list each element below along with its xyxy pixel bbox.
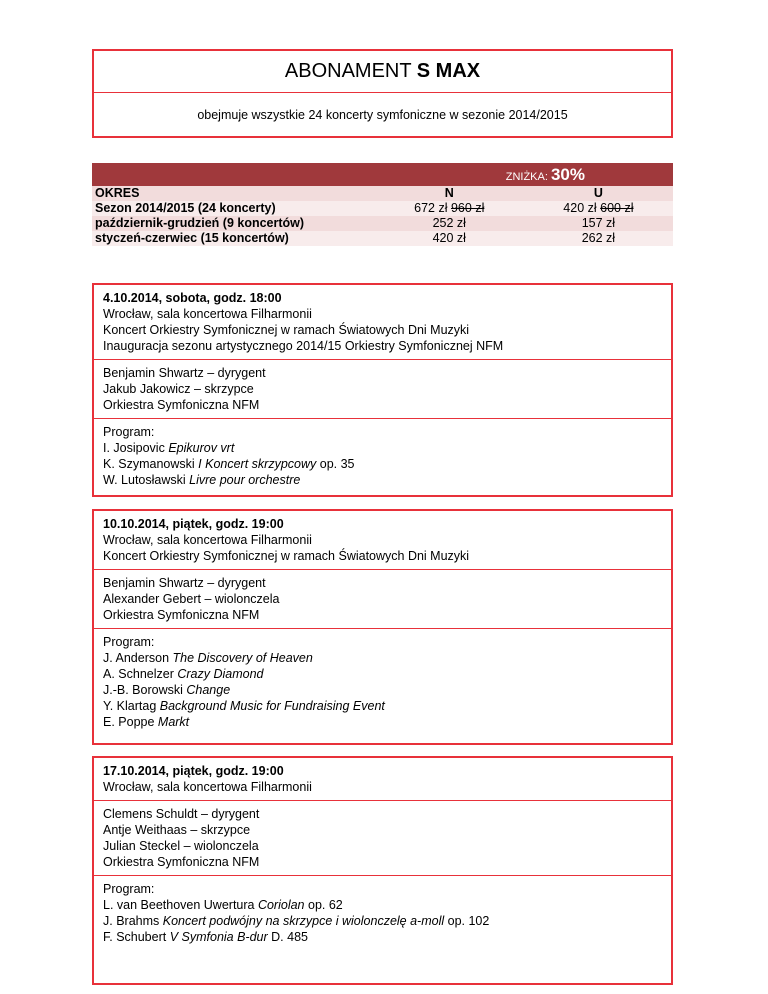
- performer: Clemens Schuldt – dyrygent: [103, 807, 260, 821]
- event-program: [94, 419, 671, 493]
- event-header: [94, 511, 671, 570]
- program-label: Program:: [103, 635, 155, 649]
- program-item: J. Brahms Koncert podwójny na skrzypce i wiolonczelę a-moll op. 102: [103, 914, 490, 928]
- title-bold: S MAX: [416, 60, 481, 82]
- price-table: [92, 163, 673, 246]
- price-n: 420 zł: [432, 231, 466, 245]
- performer: Alexander Gebert – wiolonczela: [103, 592, 280, 606]
- price-period: styczeń-czerwiec (15 koncertów): [95, 231, 289, 245]
- event-date: 4.10.2014, sobota, godz. 18:00: [103, 291, 282, 305]
- performer: Julian Steckel – wiolonczela: [103, 839, 259, 853]
- program-item: A. Schnelzer Crazy Diamond: [103, 667, 264, 681]
- performer: Orkiestra Symfoniczna NFM: [103, 855, 260, 869]
- discount-label: ZNIŻKA:: [505, 171, 551, 183]
- event-performers: [94, 360, 671, 419]
- price-period: Sezon 2014/2015 (24 koncerty): [95, 201, 276, 215]
- price-row: [92, 216, 673, 231]
- event-performers: [94, 570, 671, 629]
- page-title: [94, 51, 671, 93]
- program-item: Y. Klartag Background Music for Fundraising Event: [103, 699, 385, 713]
- price-n: 672 zł 960 zł: [414, 201, 485, 215]
- event-info: Inauguracja sezonu artystycznego 2014/15 Orkiestry Symfonicznej NFM: [103, 339, 504, 353]
- event-date: 17.10.2014, piątek, godz. 19:00: [103, 764, 284, 778]
- program-item: W. Lutosławski Livre pour orchestre: [103, 473, 301, 487]
- header-n: N: [444, 186, 454, 200]
- title-regular: ABONAMENT: [284, 60, 417, 82]
- event-program: [94, 876, 671, 950]
- event-header: [94, 285, 671, 360]
- program-item: J. Anderson The Discovery of Heaven: [103, 651, 313, 665]
- price-row: [92, 201, 673, 216]
- event-venue: Wrocław, sala koncertowa Filharmonii: [103, 780, 312, 794]
- title-box: [92, 49, 673, 138]
- discount-value: 30%: [550, 165, 585, 184]
- performer: Antje Weithaas – skrzypce: [103, 823, 251, 837]
- event-card: [92, 756, 673, 985]
- price-row: [92, 231, 673, 246]
- event-info: Koncert Orkiestry Symfonicznej w ramach Światowych Dni Muzyki: [103, 549, 470, 563]
- event-program: [94, 629, 671, 735]
- performer: Orkiestra Symfoniczna NFM: [103, 608, 260, 622]
- event-header: [94, 758, 671, 801]
- event-card: [92, 509, 673, 745]
- price-n: 252 zł: [432, 216, 466, 230]
- performer: Benjamin Shwartz – dyrygent: [103, 366, 266, 380]
- program-item: E. Poppe Markt: [103, 715, 190, 729]
- price-u: 262 zł: [581, 231, 616, 245]
- event-performers: [94, 801, 671, 876]
- event-info: Koncert Orkiestry Symfonicznej w ramach Światowych Dni Muzyki: [103, 323, 470, 337]
- performer: Jakub Jakowicz – skrzypce: [103, 382, 254, 396]
- program-label: Program:: [103, 882, 155, 896]
- price-old: 960 zł: [450, 201, 485, 215]
- performer: Benjamin Shwartz – dyrygent: [103, 576, 266, 590]
- program-item: I. Josipovic Epikurov vrt: [103, 441, 235, 455]
- event-venue: Wrocław, sala koncertowa Filharmonii: [103, 307, 312, 321]
- program-item: F. Schubert V Symfonia B-dur D. 485: [103, 930, 308, 944]
- discount-bar: [92, 163, 673, 186]
- price-u: 157 zł: [581, 216, 616, 230]
- price-u: 420 zł 600 zł: [563, 201, 634, 215]
- program-item: K. Szymanowski I Koncert skrzypcowy op. 35: [103, 457, 355, 471]
- program-item: L. van Beethoven Uwertura Coriolan op. 62: [103, 898, 343, 912]
- event-date: 10.10.2014, piątek, godz. 19:00: [103, 517, 284, 531]
- header-u: U: [593, 186, 603, 200]
- performer: Orkiestra Symfoniczna NFM: [103, 398, 260, 412]
- event-card: [92, 283, 673, 497]
- price-old: 600 zł: [600, 201, 634, 215]
- page-subtitle: obejmuje wszystkie 24 koncerty symfoniczne w sezonie 2014/2015: [197, 108, 568, 122]
- header-period: OKRES: [95, 186, 140, 200]
- price-header-row: [92, 186, 673, 201]
- program-label: Program:: [103, 425, 155, 439]
- event-venue: Wrocław, sala koncertowa Filharmonii: [103, 533, 312, 547]
- price-period: październik-grudzień (9 koncertów): [95, 216, 305, 230]
- program-item: J.-B. Borowski Change: [103, 683, 231, 697]
